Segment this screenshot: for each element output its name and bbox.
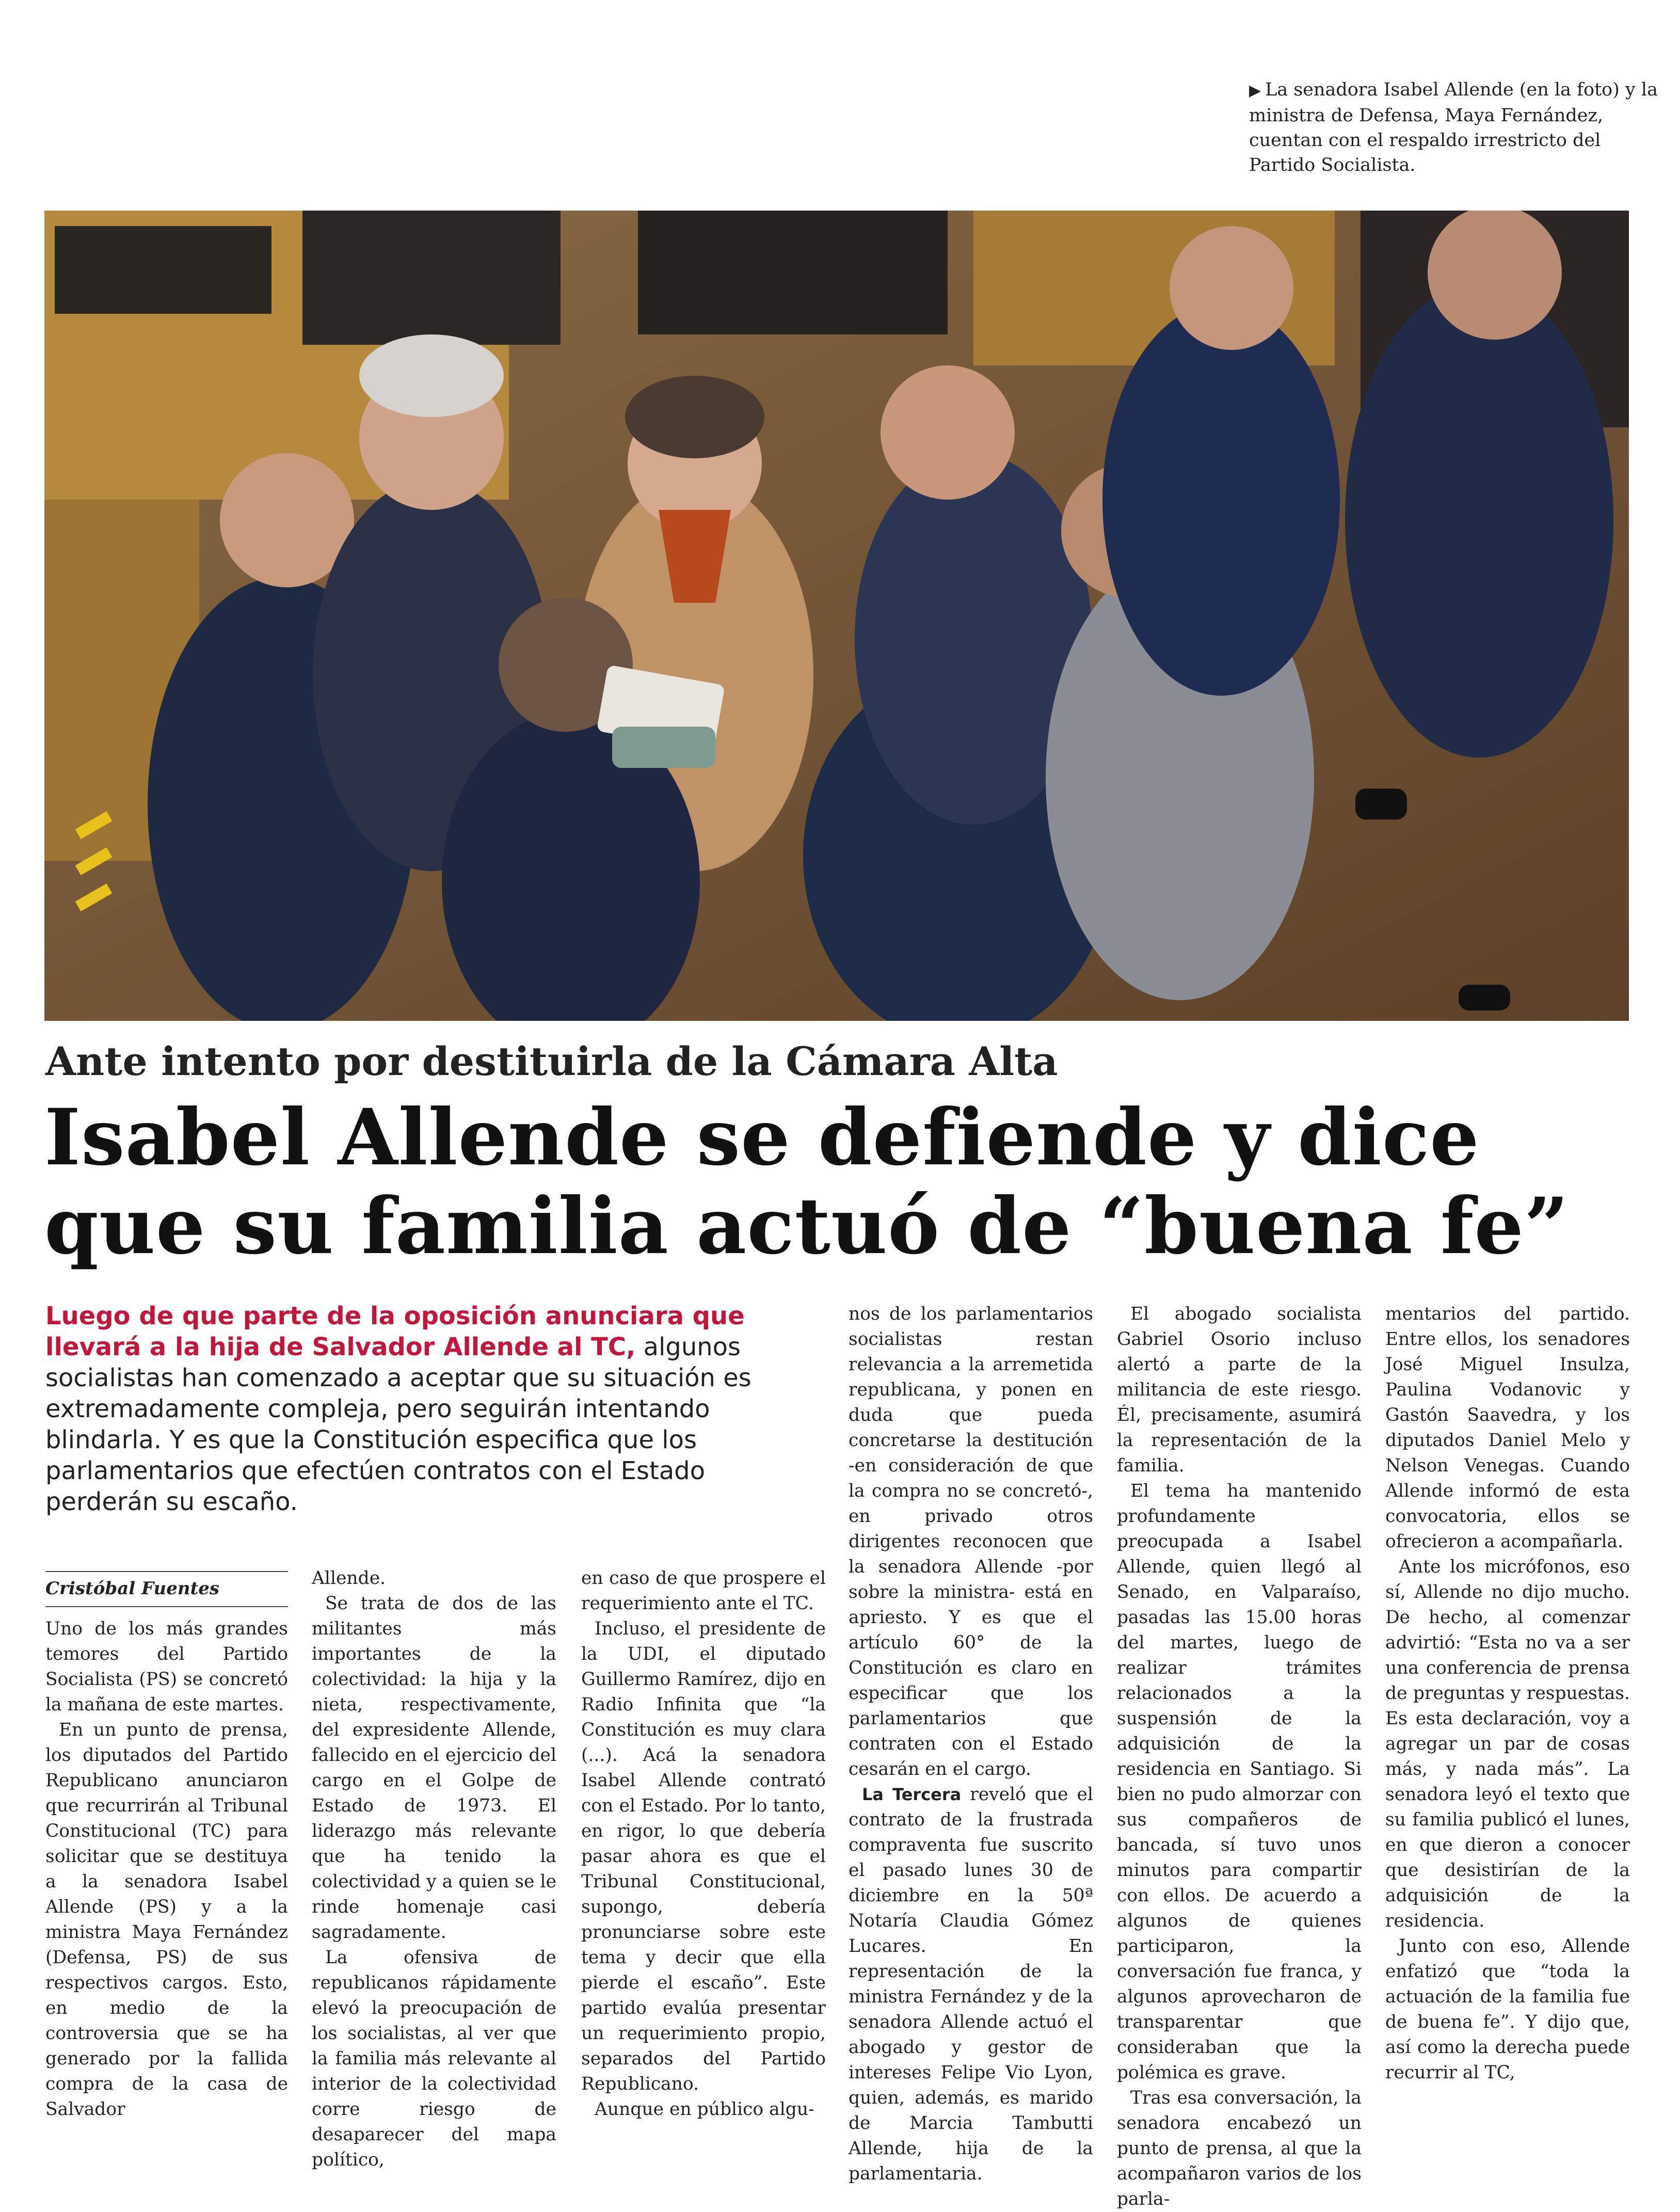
headline (44, 1093, 1644, 1271)
lead-highlight: Luego de que parte de la oposición anunciara que llevará a la hija de Salvador Allende al TC, (45, 1302, 745, 1361)
article-column-5 (1117, 1302, 1362, 2212)
article-column-4 (849, 1302, 1093, 2187)
news-photo (44, 211, 1629, 1021)
kicker: Ante intento por destituirla de la Cámara Alta (45, 1038, 1058, 1084)
paragraph: Allende. (312, 1568, 386, 1589)
paragraph: mentarios del partido. Entre ellos, los senadores José Miguel Insulza, Paulina Vodanovic y Gastón Saavedra, y los diputados Daniel Melo y Nelson Venegas. Cuando Allende informó de esta convocatoria, ellos se ofrecieron a acompañarla. (1385, 1304, 1630, 1552)
paragraph: Se trata de dos de las militantes más importantes de la colectividad: la hija y la nieta, respectivamente, del expresidente Allende, fallecido en el ejercicio del cargo en el Golpe de Estado de 1973. El liderazgo más relevante que ha tenido la colectividad y a quien se le rinde homenaje casi sagradamente. (312, 1593, 556, 1943)
caption-marker-icon: ▶ (1249, 82, 1261, 100)
paragraph: en caso de que prospere el requerimiento ante el TC. (581, 1568, 826, 1614)
newspaper-name: La Tercera (862, 1785, 962, 1804)
lead-summary (45, 1301, 783, 1517)
article-column-2 (312, 1566, 556, 2173)
paragraph: Uno de los más grandes temores del Partido Socialista (PS) se concretó la mañana de este martes. (45, 1618, 288, 1715)
paragraph: Junto con eso, Allende enfatizó que “toda la actuación de la familia fue de buena fe”. Y dijo que, así como la derecha puede recurrir al TC, (1385, 1936, 1630, 2083)
lead-text: algunos socialistas han comenzado a aceptar que su situación es extremadamente compleja, pero seguirán intentando blindarla. Y es que la Constitución especifica que los parlamentarios que efectúen contratos con el Estado perderán su escaño. (45, 1333, 751, 1516)
paragraph: En un punto de prensa, los diputados del Partido Republicano anunciaron que recurrirán al Tribunal Constitucional (TC) para solicitar que se destituya a la senadora Isabel Allende (PS) y a la ministra Maya Fernández (Defensa, PS) de sus respectivos cargos. Esto, en medio de la controversia que se ha generado por la fallida compra de la casa de Salvador (45, 1720, 288, 2120)
byline: Cristóbal Fuentes (45, 1571, 288, 1607)
article-column-6 (1385, 1302, 1630, 2086)
paragraph: Aunque en público algu- (595, 2099, 814, 2120)
headline-line-1: Isabel Allende se defiende y dice (44, 1092, 1480, 1183)
paragraph-text: reveló que el contrato de la frustrada compraventa fue suscrito el pasado lunes 30 de diciembre en la 50ª Notaría Claudia Gómez Lucares. En representación de la ministra Fernández y de la senadora Allende actuó el abogado y gestor de intereses Felipe Vio Lyon, quien, además, es marido de Marcia Tambutti Allende, hija de la parlamentaria. (849, 1784, 1093, 2184)
paragraph: El tema ha mantenido profundamente preocupada a Isabel Allende, quien llegó al Senado, en Valparaíso, pasadas las 15.00 horas del martes, luego de realizar trámites relacionados a la suspensión de la adquisición de la residencia en Santiago. Si bien no pudo almorzar con sus compañeros de bancada, sí tuvo unos minutos para compartir con ellos. De acuerdo a algunos de quienes participaron, la conversación fue franca, y algunos aprovecharon de transparentar que consideraban que la polémica es grave. (1117, 1481, 1362, 2083)
photo-caption (1249, 77, 1662, 178)
article-column-1 (45, 1616, 288, 2122)
paragraph: Ante los micrófonos, eso sí, Allende no dijo mucho. De hecho, al comenzar advirtió: “Esta no va a ser una conferencia de prensa de preguntas y respuestas. Es esta declaración, voy a agregar un par de cosas más, y nada más”. La senadora leyó el texto que su familia publicó el lunes, en que dieron a conocer que desistirían de la adquisición de la residencia. (1385, 1557, 1630, 1931)
headline-line-2: que su familia actuó de “buena fe” (44, 1181, 1570, 1272)
paragraph: nos de los parlamentarios socialistas restan relevancia a la arremetida republicana, y ponen en duda que pueda concretarse la destitución -en consideración de que la compra no se concretó-, en privado otros dirigentes reconocen que la senadora Allende -por sobre la ministra- está en apriesto. Y es que el artículo 60° de la Constitución es claro en especificar que los parlamentarios que contraten con el Estado cesarán en el cargo. (849, 1304, 1093, 1780)
article-column-3 (581, 1566, 826, 2122)
paragraph: Tras esa conversación, la senadora encabezó un punto de prensa, al que la acompañaron varios de los parla- (1117, 2088, 1362, 2209)
paragraph: Incluso, el presidente de la UDI, el diputado Guillermo Ramírez, dijo en Radio Infinita que “la Constitución es muy clara (...). Acá la senadora Isabel Allende contrató con el Estado. Por lo tanto, en rigor, lo que debería pasar ahora es que el Tribunal Constitucional, supongo, debería pronunciarse sobre este tema y decir que ella pierde el escaño”. Este partido evalúa presentar un requerimiento propio, separados del Partido Republicano. (581, 1618, 826, 2094)
photo-caption-text: La senadora Isabel Allende (en la foto) y la ministra de Defensa, Maya Fernández, cuentan con el respaldo irrestricto del Partido Socialista. (1249, 79, 1658, 175)
paragraph: El abogado socialista Gabriel Osorio incluso alertó a parte de la militancia de este riesgo. Él, precisamente, asumirá la representación de la familia. (1117, 1304, 1362, 1476)
paragraph (849, 1782, 1093, 2187)
paragraph: La ofensiva de republicanos rápidamente elevó la preocupación de los socialistas, al ver que la familia más relevante al interior de la colectividad corre riesgo de desaparecer del mapa político, (312, 1947, 556, 2170)
